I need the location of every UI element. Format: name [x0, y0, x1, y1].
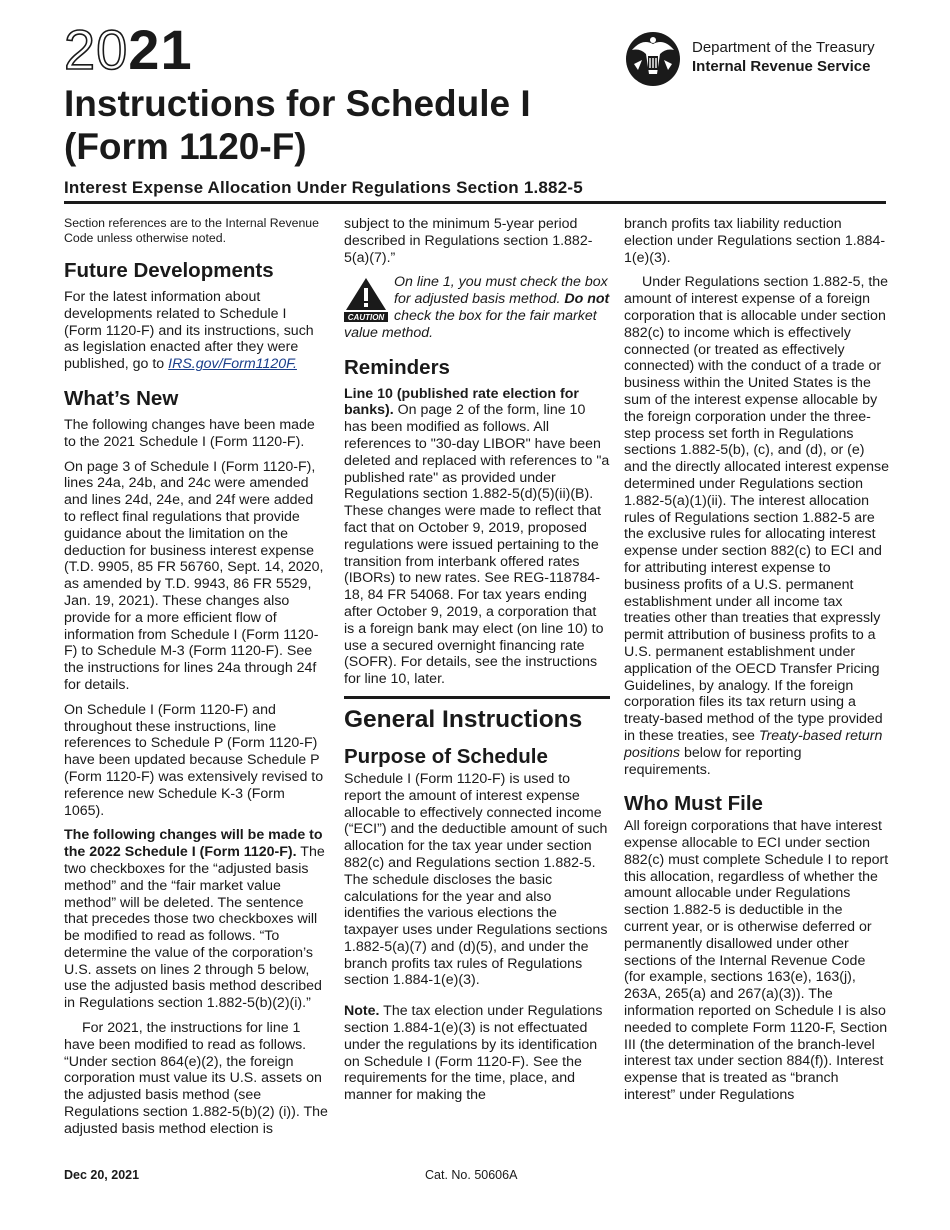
agency-irs: Internal Revenue Service [692, 58, 871, 75]
column-3 [624, 216, 890, 1112]
who-must-file-text: All foreign corporations that have interest expense allocable to ECI under section 882(c) must complete Schedule I to report this allocation, regardless of whether the amount allocable under Regulations section 1.882-5 is deductible in the current year, or is otherwise deferred or permanently disallowed under other sections of the Internal Revenue Code (for example, sections 163(e), 163(j), 263A, 265(a) and 267(a)(3)). The information reported on Schedule I is also needed to complete Form 1120-F, Section III (the determination of the branch-level interest tax under section 884(f)). Interest expense that is treated as “branch interest” under Regulations [624, 818, 889, 1104]
continued-text: branch profits tax liability reduction election under Regulations section 1.884-1(e)(3). [624, 216, 886, 266]
title-line-2: (Form 1120-F) [64, 126, 307, 167]
year-solid-digits: 21 [128, 18, 193, 81]
caution-do-not: Do not [564, 291, 610, 308]
column-1 [64, 216, 328, 1146]
whats-new-lines-24: On page 3 of Schedule I (Form 1120-F), lines 24a, 24b, and 24c were amended and lines 24d, 24e, and 24f were added to reflect final regulations that provide guidance about the limitation on the deduction for business interest expense (T.D. 9905, 85 FR 56760, Sept. 14, 2020, as amended by T.D. 9943, 86 FR 5529, Jan. 19, 2021). These changes also provide for a more efficient flow of information from Schedule I (Form 1120-F) to Schedule M-3 (Form 1120-F). See the instructions for lines 24a through 24f for details. [64, 458, 324, 693]
interest-allocation-paragraph: Under Regulations section 1.882-5, the amount of interest expense of a foreign corporation that is allocable under section 882(c) to income which is effectively connected (or treated as effectively connected) with the conduct of a trade or business within the United States is the sum of the interest expense allocable by the foreign corporation under the three-step process set forth in Regulations sections 1.882-5(b), (c), and (d), or (e) and the directly allocated interest expense determined under Regulations section 1.882-5(a)(1)(ii). The interest allocation rules of Regulations section 1.882-5 are the exclusive rules for allocating interest expense under section 882(c) to ECI and for attributing interest expense to business profits of a U.S. permanent establishment under all income tax treaties other than treaties that expressly permit attribution of business profits to a U.S. permanent establishment under application of the OECD Transfer Pricing Guidelines, by analogy. If the foreign corporation files its tax return using a treaty-based method of the type provided in these treaties, see Treaty-based return positions below for reporting requirements. [624, 274, 889, 778]
caution-label: CAUTION [347, 313, 385, 323]
page-title [64, 82, 624, 168]
purpose-text: Schedule I (Form 1120-F) is used to report the amount of interest expense allocable to effectively connected income (“ECI”) and the deductible amount of such allocation for the tax year under section 882(c) and Regulations section 1.882-5. The schedule discloses the basic calculations for the year and also identifies the various elections the taxpayer uses under Regulations sections 1.882-5(a)(7) and (d)(5), and under the branch profits tax rules of Regulations section 1.884-1(e)(3). [344, 770, 608, 989]
agency-block [624, 30, 924, 88]
document-subtitle: Interest Expense Allocation Under Regulations Section 1.882-5 [64, 178, 583, 197]
note-text: Note. The tax election under Regulations section 1.884-1(e)(3) is not effectuated under the regulations by its identification on Schedule I (Form 1120-F). See the requirements for the time, place, and manner for making the [344, 1003, 603, 1104]
title-line-1: Instructions for Schedule I [64, 83, 531, 124]
whats-new-2022-changes: The following changes will be made to the 2022 Schedule I (Form 1120-F). The two checkboxes for the “adjusted basis method” and the “fair market value method” will be deleted. The sentence that precedes those two checkboxes will be modified to read as follows. “To determine the value of the corporation’s U.S. assets on lines 2 through 5 below, use the adjusted basis method described in Regulations section 1.882-5(b)(2)(i).” [64, 827, 325, 1012]
note-label: Note. [344, 1003, 380, 1020]
irs-eagle-seal-icon [624, 30, 686, 88]
continued-text: subject to the minimum 5-year period described in Regulations section 1.882-5(a)(7).” [344, 216, 593, 266]
reminder-line-10: Line 10 (published rate election for banks). On page 2 of the form, line 10 has been modified as follows. All references to "30-day LIBOR" have been deleted and replaced with references to "a published rate" as provided under Regulations section 1.882-5(d)(5)(ii)(B). These changes were made to reflect that fact that on October 9, 2019, proposed regulations were issued pertaining to the transition from interbank offered rates (IBORs) to new rates. See REG-118784-18, 84 FR 54068. For tax years ending after October 9, 2019, a corporation that is a foreign bank may elect (on line 10) to use a secured overnight financing rate (SOFR). For details, see the instructions for line 10, later. [344, 385, 610, 688]
heading-future-developments: Future Developments [64, 259, 274, 282]
heading-reminders: Reminders [344, 355, 450, 379]
treaty-based-reference: Treaty-based return positions [624, 727, 883, 761]
form-year [64, 18, 193, 81]
column-2 [344, 216, 610, 1112]
agency-department: Department of the Treasury [692, 39, 875, 56]
caution-text-a: On line 1, you must check the box for adjusted basis method. [394, 274, 608, 308]
revision-date: Dec 20, 2021 [64, 1168, 140, 1182]
whats-new-schedule-p: On Schedule I (Form 1120-F) and throughout these instructions, line references to Schedule P (Form 1120-F) have been updated because Schedule P (Form 1120-F) was extensively revised to reference new Schedule K-3 (Form 1065). [64, 701, 324, 819]
run-in-heading: The following changes will be made to the 2022 Schedule I (Form 1120-F). [64, 827, 323, 861]
agency-text [692, 30, 875, 76]
heading-general-instructions: General Instructions [344, 696, 610, 735]
heading-purpose-of-schedule: Purpose of Schedule [344, 744, 548, 768]
caution-icon [344, 276, 388, 322]
heading-who-must-file: Who Must File [624, 792, 763, 816]
year-outline-digits: 20 [64, 18, 129, 81]
section-references-note: Section references are to the Internal Revenue Code unless otherwise noted. [64, 216, 319, 245]
heading-whats-new: What’s New [64, 386, 179, 410]
irs-form-link[interactable]: IRS.gov/Form1120F. [168, 356, 297, 373]
run-in-heading: Line 10 (published rate election for banks). [344, 385, 579, 419]
caution-callout [344, 274, 610, 341]
catalog-number: Cat. No. 50606A [425, 1168, 518, 1182]
caution-text-c: check the box for the fair market value method. [344, 307, 597, 341]
header-rule [64, 201, 886, 204]
future-developments-text: For the latest information about developments related to Schedule I (Form 1120-F) and its instructions, such as legislation enacted after they were published, go to IRS.gov/Form1120F. [64, 289, 314, 373]
whats-new-intro: The following changes have been made to the 2021 Schedule I (Form 1120-F). [64, 416, 315, 450]
whats-new-line1: For 2021, the instructions for line 1 have been modified to read as follows. “Under section 864(e)(2), the foreign corporation must value its U.S. assets on the adjusted basis method (see Regulations section 1.882-5(b)(2) (i)). The adjusted basis method election is [64, 1020, 328, 1137]
